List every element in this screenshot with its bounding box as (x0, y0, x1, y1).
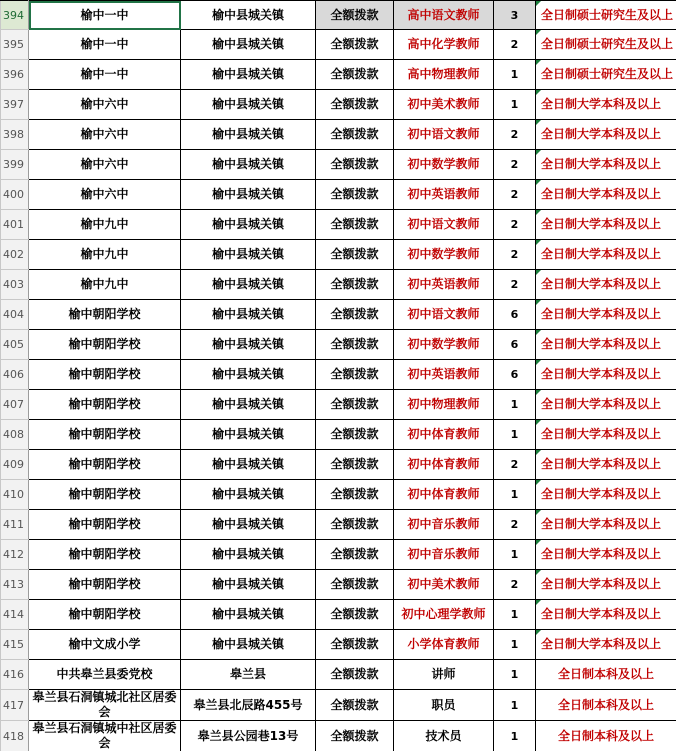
education-text: 全日制大学本科及以上 (541, 457, 662, 471)
position-cell[interactable]: 高中化学教师 (394, 30, 494, 60)
funding-cell[interactable]: 全额拨款 (316, 360, 394, 390)
table-row[interactable] (1, 300, 676, 330)
education-text: 全日制大学本科及以上 (541, 127, 662, 141)
row-number[interactable]: 410 (1, 480, 29, 510)
education-cell[interactable] (536, 90, 676, 120)
funding-cell[interactable]: 全额拨款 (316, 30, 394, 60)
row-number[interactable]: 405 (1, 330, 29, 360)
table-row[interactable] (1, 60, 676, 90)
unit-cell[interactable]: 榆中一中 (29, 1, 181, 30)
row-number[interactable]: 413 (1, 570, 29, 600)
education-text: 全日制大学本科及以上 (541, 637, 662, 651)
unit-cell[interactable]: 榆中一中 (29, 60, 181, 90)
funding-cell[interactable]: 全额拨款 (316, 600, 394, 630)
funding-cell[interactable]: 全额拨款 (316, 240, 394, 270)
table-row[interactable] (1, 630, 676, 660)
position-cell[interactable]: 初中美术教师 (394, 90, 494, 120)
row-number[interactable]: 409 (1, 450, 29, 480)
education-cell[interactable] (536, 660, 676, 690)
unit-cell[interactable]: 榆中六中 (29, 150, 181, 180)
education-cell[interactable] (536, 60, 676, 90)
count-cell[interactable]: 1 (494, 600, 536, 630)
count-cell[interactable]: 1 (494, 721, 536, 751)
count-cell[interactable]: 2 (494, 120, 536, 150)
education-cell[interactable] (536, 570, 676, 600)
row-number[interactable]: 416 (1, 660, 29, 690)
location-cell[interactable]: 皋兰县北辰路455号 (181, 690, 316, 721)
education-text: 全日制大学本科及以上 (541, 187, 662, 201)
position-cell[interactable]: 初中语文教师 (394, 300, 494, 330)
position-cell[interactable]: 小学体育教师 (394, 630, 494, 660)
funding-cell[interactable]: 全额拨款 (316, 120, 394, 150)
row-number[interactable]: 404 (1, 300, 29, 330)
location-cell[interactable]: 榆中县城关镇 (181, 480, 316, 510)
education-text: 全日制大学本科及以上 (541, 517, 662, 531)
count-cell[interactable]: 1 (494, 420, 536, 450)
row-number[interactable]: 399 (1, 150, 29, 180)
table-row[interactable] (1, 420, 676, 450)
unit-cell[interactable]: 榆中六中 (29, 180, 181, 210)
unit-cell[interactable]: 榆中六中 (29, 90, 181, 120)
count-cell[interactable]: 1 (494, 630, 536, 660)
location-cell[interactable]: 榆中县城关镇 (181, 510, 316, 540)
education-text: 全日制本科及以上 (557, 667, 654, 681)
funding-cell[interactable]: 全额拨款 (316, 480, 394, 510)
comment-indicator-icon (536, 270, 541, 275)
education-text: 全日制本科及以上 (557, 697, 654, 712)
location-cell[interactable]: 榆中县城关镇 (181, 1, 316, 30)
funding-cell[interactable]: 全额拨款 (316, 330, 394, 360)
comment-indicator-icon (536, 330, 541, 335)
table-row[interactable] (1, 90, 676, 120)
row-number[interactable]: 417 (1, 690, 29, 721)
education-cell[interactable] (536, 180, 676, 210)
education-text: 全日制大学本科及以上 (541, 217, 662, 231)
position-cell[interactable]: 高中物理教师 (394, 60, 494, 90)
location-cell[interactable]: 榆中县城关镇 (181, 210, 316, 240)
education-text: 全日制大学本科及以上 (541, 487, 662, 501)
table-row[interactable] (1, 1, 676, 30)
education-cell[interactable] (536, 600, 676, 630)
row-number[interactable]: 394 (1, 1, 29, 30)
education-cell[interactable] (536, 210, 676, 240)
education-cell[interactable] (536, 510, 676, 540)
unit-cell[interactable]: 榆中朝阳学校 (29, 300, 181, 330)
table-row[interactable] (1, 120, 676, 150)
comment-indicator-icon (536, 360, 541, 365)
position-cell[interactable]: 初中美术教师 (394, 570, 494, 600)
comment-indicator-icon (536, 510, 541, 515)
count-cell[interactable]: 1 (494, 60, 536, 90)
unit-cell[interactable]: 榆中朝阳学校 (29, 330, 181, 360)
unit-cell[interactable]: 榆中一中 (29, 30, 181, 60)
count-cell[interactable]: 2 (494, 150, 536, 180)
education-cell[interactable] (536, 630, 676, 660)
table-row[interactable] (1, 270, 676, 300)
location-cell[interactable]: 榆中县城关镇 (181, 120, 316, 150)
position-cell[interactable]: 初中心理学教师 (394, 600, 494, 630)
count-cell[interactable]: 2 (494, 570, 536, 600)
location-cell[interactable]: 榆中县城关镇 (181, 240, 316, 270)
count-cell[interactable]: 1 (494, 480, 536, 510)
education-cell[interactable] (536, 540, 676, 570)
count-cell[interactable]: 2 (494, 270, 536, 300)
funding-cell[interactable]: 全额拨款 (316, 660, 394, 690)
comment-indicator-icon (536, 60, 541, 65)
table-row[interactable] (1, 150, 676, 180)
comment-indicator-icon (536, 630, 541, 635)
funding-cell[interactable]: 全额拨款 (316, 300, 394, 330)
position-cell[interactable]: 初中音乐教师 (394, 540, 494, 570)
education-text: 全日制硕士研究生及以上 (541, 37, 674, 51)
education-cell[interactable] (536, 270, 676, 300)
position-cell[interactable]: 初中语文教师 (394, 210, 494, 240)
row-number[interactable]: 398 (1, 120, 29, 150)
funding-cell[interactable]: 全额拨款 (316, 510, 394, 540)
funding-cell[interactable]: 全额拨款 (316, 180, 394, 210)
education-cell[interactable] (536, 120, 676, 150)
funding-cell[interactable]: 全额拨款 (316, 540, 394, 570)
location-cell[interactable]: 榆中县城关镇 (181, 540, 316, 570)
education-text: 全日制大学本科及以上 (541, 577, 662, 591)
row-number[interactable]: 408 (1, 420, 29, 450)
location-cell[interactable]: 榆中县城关镇 (181, 390, 316, 420)
count-cell[interactable]: 2 (494, 30, 536, 60)
position-cell[interactable]: 初中数学教师 (394, 240, 494, 270)
comment-indicator-icon (536, 480, 541, 485)
row-number[interactable]: 418 (1, 721, 29, 751)
education-text: 全日制硕士研究生及以上 (541, 7, 674, 22)
unit-cell[interactable]: 榆中朝阳学校 (29, 540, 181, 570)
education-cell[interactable] (536, 420, 676, 450)
unit-cell[interactable]: 榆中朝阳学校 (29, 420, 181, 450)
funding-cell[interactable]: 全额拨款 (316, 690, 394, 721)
location-cell[interactable]: 皋兰县公园巷13号 (181, 721, 316, 751)
row-number[interactable]: 395 (1, 30, 29, 60)
location-cell[interactable]: 榆中县城关镇 (181, 60, 316, 90)
row-number[interactable]: 407 (1, 390, 29, 420)
comment-indicator-icon (536, 120, 541, 125)
education-text: 全日制大学本科及以上 (541, 397, 662, 411)
funding-cell[interactable]: 全额拨款 (316, 721, 394, 751)
location-cell[interactable]: 榆中县城关镇 (181, 360, 316, 390)
comment-indicator-icon (536, 450, 541, 455)
comment-indicator-icon (536, 300, 541, 305)
row-number[interactable]: 412 (1, 540, 29, 570)
location-cell[interactable]: 榆中县城关镇 (181, 330, 316, 360)
unit-cell[interactable]: 皋兰县石洞镇城中社区居委会 (29, 721, 181, 751)
comment-indicator-icon (536, 390, 541, 395)
education-text: 全日制大学本科及以上 (541, 367, 662, 381)
count-cell[interactable]: 2 (494, 510, 536, 540)
table-row[interactable] (1, 180, 676, 210)
table-row[interactable] (1, 210, 676, 240)
table-row[interactable] (1, 600, 676, 630)
location-cell[interactable]: 皋兰县 (181, 660, 316, 690)
location-cell[interactable]: 榆中县城关镇 (181, 450, 316, 480)
comment-indicator-icon (536, 240, 541, 245)
education-text: 全日制大学本科及以上 (541, 247, 662, 261)
comment-indicator-icon (536, 540, 541, 545)
row-number[interactable]: 414 (1, 600, 29, 630)
count-cell[interactable]: 6 (494, 330, 536, 360)
funding-cell[interactable]: 全额拨款 (316, 90, 394, 120)
count-cell[interactable]: 6 (494, 300, 536, 330)
comment-indicator-icon (536, 570, 541, 575)
position-cell[interactable]: 初中体育教师 (394, 450, 494, 480)
education-cell[interactable] (536, 30, 676, 60)
location-cell[interactable]: 榆中县城关镇 (181, 30, 316, 60)
unit-cell[interactable]: 榆中朝阳学校 (29, 360, 181, 390)
education-cell[interactable] (536, 300, 676, 330)
count-cell[interactable]: 1 (494, 390, 536, 420)
education-cell[interactable] (536, 480, 676, 510)
location-cell[interactable]: 榆中县城关镇 (181, 600, 316, 630)
row-number[interactable]: 406 (1, 360, 29, 390)
education-text: 全日制大学本科及以上 (541, 307, 662, 321)
unit-cell[interactable]: 榆中朝阳学校 (29, 480, 181, 510)
unit-cell[interactable]: 榆中文成小学 (29, 630, 181, 660)
position-cell[interactable]: 职员 (394, 690, 494, 721)
funding-cell[interactable]: 全额拨款 (316, 270, 394, 300)
table-row[interactable] (1, 450, 676, 480)
position-cell[interactable]: 初中英语教师 (394, 270, 494, 300)
unit-cell[interactable]: 榆中九中 (29, 210, 181, 240)
comment-indicator-icon (536, 1, 541, 6)
education-text: 全日制大学本科及以上 (541, 97, 662, 111)
position-cell[interactable]: 初中音乐教师 (394, 510, 494, 540)
education-cell[interactable] (536, 690, 676, 721)
comment-indicator-icon (536, 600, 541, 605)
count-cell[interactable]: 1 (494, 690, 536, 721)
education-text: 全日制大学本科及以上 (541, 607, 662, 621)
education-cell[interactable] (536, 360, 676, 390)
unit-cell[interactable]: 榆中九中 (29, 270, 181, 300)
education-cell[interactable] (536, 330, 676, 360)
education-text: 全日制大学本科及以上 (541, 427, 662, 441)
funding-cell[interactable]: 全额拨款 (316, 150, 394, 180)
count-cell[interactable]: 2 (494, 240, 536, 270)
table-row[interactable] (1, 540, 676, 570)
funding-cell[interactable]: 全额拨款 (316, 450, 394, 480)
education-text: 全日制硕士研究生及以上 (541, 67, 674, 81)
table-row[interactable] (1, 30, 676, 60)
education-cell[interactable] (536, 1, 676, 30)
row-number[interactable]: 396 (1, 60, 29, 90)
funding-cell[interactable]: 全额拨款 (316, 1, 394, 30)
table-row[interactable] (1, 330, 676, 360)
location-cell[interactable]: 榆中县城关镇 (181, 570, 316, 600)
count-cell[interactable]: 6 (494, 360, 536, 390)
row-number[interactable]: 397 (1, 90, 29, 120)
unit-cell[interactable]: 榆中九中 (29, 240, 181, 270)
comment-indicator-icon (536, 90, 541, 95)
education-text: 全日制大学本科及以上 (541, 157, 662, 171)
education-text: 全日制大学本科及以上 (541, 277, 662, 291)
position-cell[interactable]: 初中英语教师 (394, 360, 494, 390)
table-row[interactable] (1, 390, 676, 420)
position-cell[interactable]: 高中语文教师 (394, 1, 494, 30)
unit-cell[interactable]: 榆中朝阳学校 (29, 390, 181, 420)
count-cell[interactable]: 1 (494, 540, 536, 570)
position-cell[interactable]: 初中物理教师 (394, 390, 494, 420)
table-row[interactable] (1, 721, 676, 751)
unit-cell[interactable]: 榆中朝阳学校 (29, 510, 181, 540)
table-row[interactable] (1, 690, 676, 721)
unit-cell[interactable]: 榆中朝阳学校 (29, 570, 181, 600)
funding-cell[interactable]: 全额拨款 (316, 390, 394, 420)
location-cell[interactable]: 榆中县城关镇 (181, 270, 316, 300)
position-cell[interactable]: 初中语文教师 (394, 120, 494, 150)
education-cell[interactable] (536, 390, 676, 420)
education-text: 全日制本科及以上 (557, 728, 654, 743)
count-cell[interactable]: 2 (494, 210, 536, 240)
count-cell[interactable]: 3 (494, 1, 536, 30)
count-cell[interactable]: 2 (494, 180, 536, 210)
table-row[interactable] (1, 570, 676, 600)
count-cell[interactable]: 1 (494, 90, 536, 120)
funding-cell[interactable]: 全额拨款 (316, 210, 394, 240)
unit-cell[interactable]: 中共皋兰县委党校 (29, 660, 181, 690)
location-cell[interactable]: 榆中县城关镇 (181, 420, 316, 450)
row-number[interactable]: 402 (1, 240, 29, 270)
funding-cell[interactable]: 全额拨款 (316, 60, 394, 90)
education-cell[interactable] (536, 240, 676, 270)
education-cell[interactable] (536, 450, 676, 480)
comment-indicator-icon (536, 210, 541, 215)
count-cell[interactable]: 2 (494, 450, 536, 480)
education-text: 全日制大学本科及以上 (541, 547, 662, 561)
location-cell[interactable]: 榆中县城关镇 (181, 150, 316, 180)
location-cell[interactable]: 榆中县城关镇 (181, 300, 316, 330)
location-cell[interactable]: 榆中县城关镇 (181, 630, 316, 660)
row-number[interactable]: 401 (1, 210, 29, 240)
table-body (1, 1, 676, 751)
funding-cell[interactable]: 全额拨款 (316, 420, 394, 450)
funding-cell[interactable]: 全额拨款 (316, 570, 394, 600)
row-number[interactable]: 400 (1, 180, 29, 210)
location-cell[interactable]: 榆中县城关镇 (181, 90, 316, 120)
funding-cell[interactable]: 全额拨款 (316, 630, 394, 660)
comment-indicator-icon (536, 180, 541, 185)
count-cell[interactable]: 1 (494, 660, 536, 690)
table-row[interactable] (1, 480, 676, 510)
table-row[interactable] (1, 240, 676, 270)
comment-indicator-icon (536, 30, 541, 35)
education-text: 全日制大学本科及以上 (541, 337, 662, 351)
education-cell[interactable] (536, 150, 676, 180)
table-row[interactable] (1, 510, 676, 540)
comment-indicator-icon (536, 150, 541, 155)
unit-cell[interactable]: 榆中朝阳学校 (29, 450, 181, 480)
position-cell[interactable]: 技术员 (394, 721, 494, 751)
comment-indicator-icon (536, 420, 541, 425)
position-cell[interactable]: 讲师 (394, 660, 494, 690)
table-row[interactable] (1, 360, 676, 390)
position-cell[interactable]: 初中数学教师 (394, 150, 494, 180)
education-cell[interactable] (536, 721, 676, 751)
row-number[interactable]: 415 (1, 630, 29, 660)
row-number[interactable]: 403 (1, 270, 29, 300)
position-cell[interactable]: 初中体育教师 (394, 420, 494, 450)
unit-cell[interactable]: 榆中朝阳学校 (29, 600, 181, 630)
position-cell[interactable]: 初中体育教师 (394, 480, 494, 510)
unit-cell[interactable]: 皋兰县石洞镇城北社区居委会 (29, 690, 181, 721)
location-cell[interactable]: 榆中县城关镇 (181, 180, 316, 210)
position-cell[interactable]: 初中数学教师 (394, 330, 494, 360)
row-number[interactable]: 411 (1, 510, 29, 540)
unit-cell[interactable]: 榆中六中 (29, 120, 181, 150)
position-cell[interactable]: 初中英语教师 (394, 180, 494, 210)
table-row[interactable] (1, 660, 676, 690)
